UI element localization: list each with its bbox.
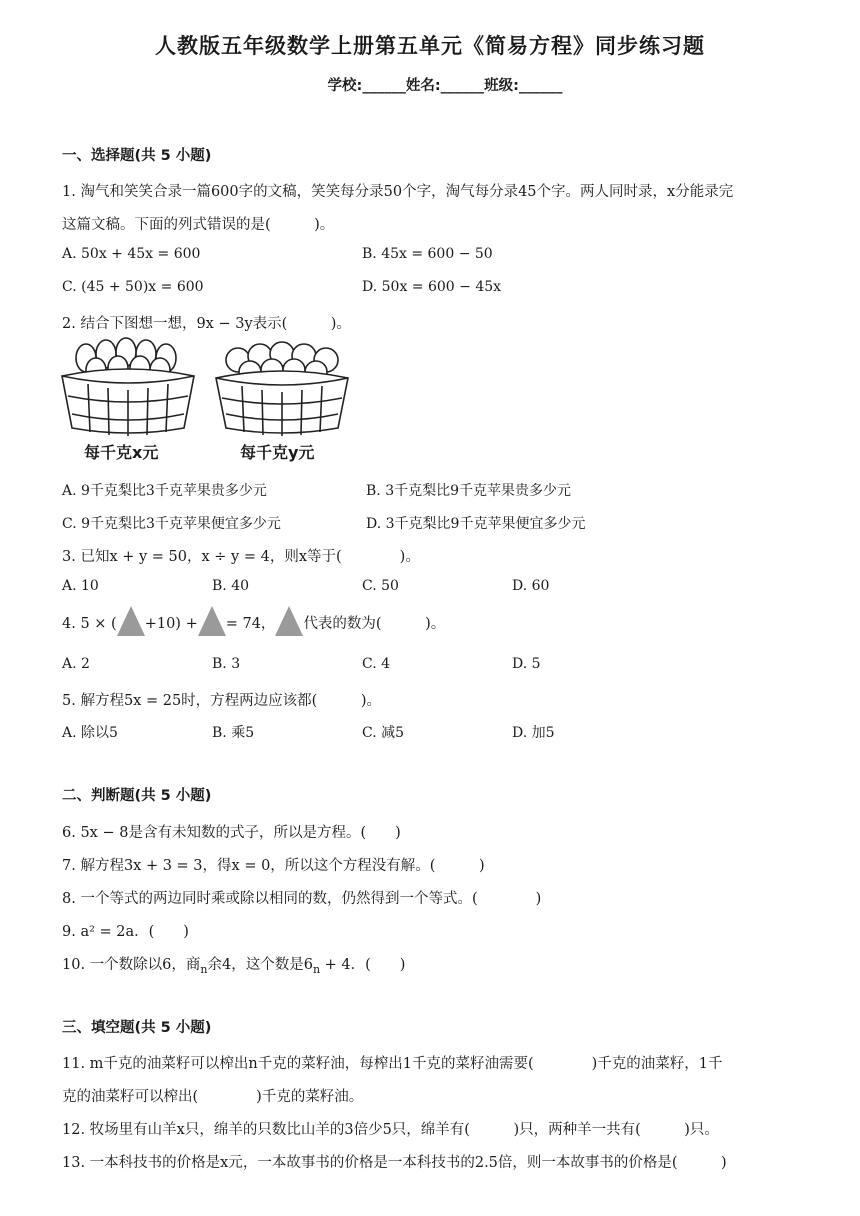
q4-option-b: B. 3: [212, 656, 241, 672]
triangle-shape-icon: [198, 606, 226, 636]
page-title: 人教版五年级数学上册第五单元《简易方程》同步练习题: [155, 34, 705, 58]
q12-stem: 12. 牧场里有山羊x只，绵羊的只数比山羊的3倍少5只，绵羊有( )只，两种羊一共有( )只。: [62, 1122, 719, 1138]
q1-option-d: D. 50x = 600 − 45x: [362, 279, 502, 295]
q5-option-c: C. 减5: [362, 725, 405, 741]
apple-basket-image: [212, 336, 352, 436]
q4-stem-part2: +10) +: [144, 616, 198, 632]
q9-stem: 9. a² = 2a．( ): [62, 924, 189, 940]
q2-option-a: A. 9千克梨比3千克苹果贵多少元: [62, 483, 267, 499]
q11-stem-line2: 克的油菜籽可以榨出( )千克的菜籽油。: [62, 1089, 364, 1105]
q4-stem-part4: 代表的数为( )。: [303, 616, 446, 632]
q4-stem-part1: 4. 5 × (: [62, 616, 117, 632]
q2-option-c: C. 9千克梨比3千克苹果便宜多少元: [62, 516, 281, 532]
q4-stem-part3: = 74，: [225, 616, 276, 632]
q1-option-a: A. 50x + 45x = 600: [62, 246, 201, 262]
q4-stem: [62, 606, 445, 636]
q1-option-c: C. (45 + 50)x = 600: [62, 279, 204, 295]
q3-stem: 3. 已知x + y = 50，x ÷ y = 4，则x等于( )。: [62, 549, 420, 565]
section-heading-choice: 一、选择题(共 5 小题): [62, 148, 212, 164]
student-info-line: 学校:______姓名:______班级:______: [327, 78, 563, 94]
q10-stem: [62, 953, 405, 976]
apple-price-caption: 每千克y元: [240, 443, 315, 462]
pear-basket-image: [58, 336, 198, 436]
section-heading-judge: 二、判断题(共 5 小题): [62, 788, 212, 804]
triangle-shape-icon: [275, 606, 303, 636]
q3-option-b: B. 40: [212, 578, 250, 594]
q4-option-d: D. 5: [512, 656, 541, 672]
pear-price-caption: 每千克x元: [84, 443, 159, 462]
q4-option-a: A. 2: [62, 656, 90, 672]
q2-stem: 2. 结合下图想一想，9x − 3y表示( )。: [62, 316, 351, 332]
q5-stem: 5. 解方程5x = 25时，方程两边应该都( )。: [62, 693, 381, 709]
q13-stem: 13. 一本科技书的价格是x元，一本故事书的价格是一本科技书的2.5倍，则一本故事书的价格是( ): [62, 1155, 727, 1171]
q3-option-c: C. 50: [362, 578, 399, 594]
q5-option-b: B. 乘5: [212, 725, 255, 741]
q6-stem: 6. 5x − 8是含有未知数的式子，所以是方程。( ): [62, 825, 401, 841]
q1-stem-line2: 这篇文稿。下面的列式错误的是( )。: [62, 217, 335, 233]
q2-option-b: B. 3千克梨比9千克苹果贵多少元: [366, 483, 572, 499]
q5-option-d: D. 加5: [512, 725, 555, 741]
triangle-shape-icon: [117, 606, 145, 636]
q3-option-d: D. 60: [512, 578, 550, 594]
q10-part2: 余4，这个数是6: [207, 957, 313, 973]
q1-option-b: B. 45x = 600 − 50: [362, 246, 493, 262]
q10-subscript-n: n: [312, 963, 321, 976]
q10-subscript-n: n: [200, 963, 208, 976]
q10-part3: + 4．( ): [320, 957, 406, 973]
q5-option-a: A. 除以5: [62, 725, 118, 741]
q7-stem: 7. 解方程3x + 3 = 3，得x = 0，所以这个方程没有解。( ): [62, 858, 485, 874]
section-heading-fill: 三、填空题(共 5 小题): [62, 1020, 212, 1036]
q4-option-c: C. 4: [362, 656, 391, 672]
q11-stem-line1: 11. m千克的油菜籽可以榨出n千克的菜籽油，每榨出1千克的菜籽油需要( )千克的油菜籽，1千: [62, 1056, 723, 1072]
q8-stem: 8. 一个等式的两边同时乘或除以相同的数，仍然得到一个等式。( ): [62, 891, 542, 907]
q2-option-d: D. 3千克梨比9千克苹果便宜多少元: [366, 516, 586, 532]
q3-option-a: A. 10: [62, 578, 99, 594]
q10-part1: 10. 一个数除以6，商: [62, 957, 201, 973]
q1-stem-line1: 1. 淘气和笑笑合录一篇600字的文稿，笑笑每分录50个字，淘气每分录45个字。两人同时录，x分能录完: [62, 184, 734, 200]
